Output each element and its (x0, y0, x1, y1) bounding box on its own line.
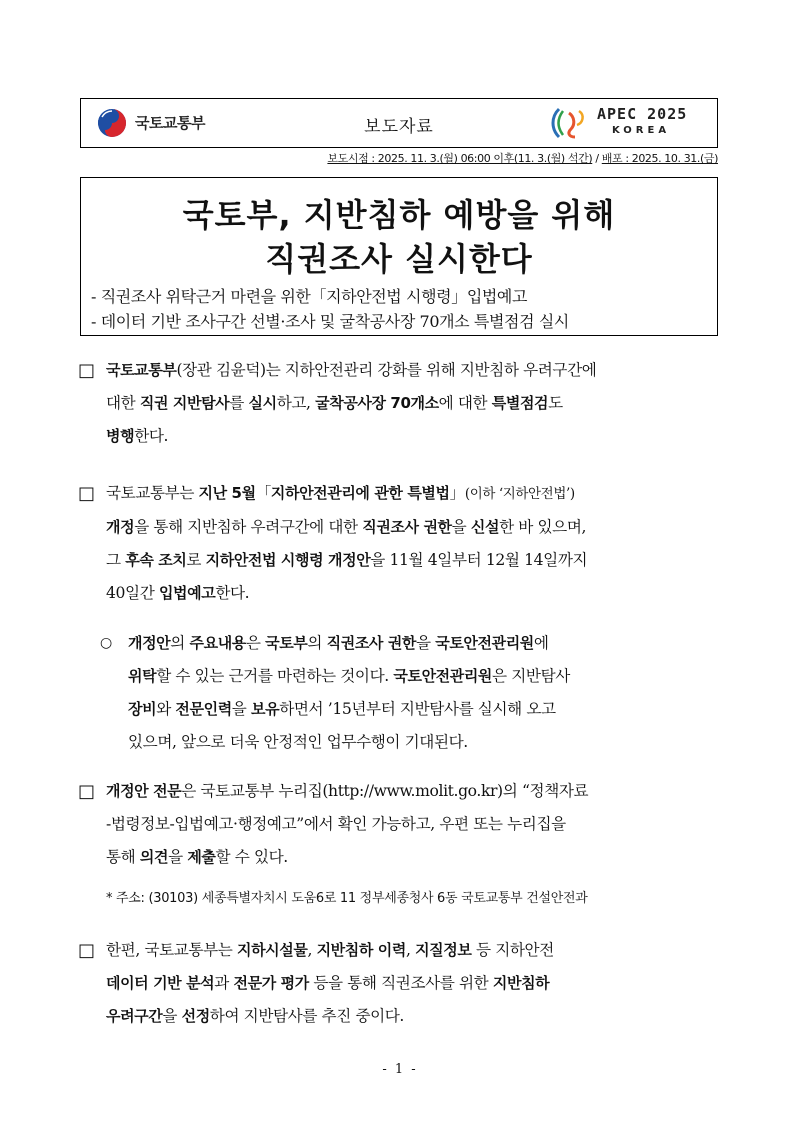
text: 하고, (276, 394, 316, 412)
text-bold: 지반침하 (492, 974, 550, 992)
text: 있으며, 앞으로 더욱 안정적인 업무수행이 기대된다. (128, 733, 468, 751)
text-bold: 개정안 (128, 634, 171, 652)
text: 을 11월 4일부터 12월 14일까지 (370, 551, 588, 569)
apec-country: KOREA (612, 125, 671, 136)
text: 의 (170, 634, 190, 652)
text-bold: 입법예고 (158, 584, 216, 602)
text: 은 (245, 634, 266, 652)
ministry-name: 국토교통부 (135, 114, 205, 132)
address-note: * 주소: (30103) 세종특별자치시 도움6로 11 정부세종청사 6동 국토교통부 건설안전과 (106, 891, 588, 906)
text: 도 (548, 394, 563, 412)
paragraph-1 (78, 354, 728, 453)
text: 한편, 국토교통부는 (106, 941, 237, 959)
text-bold: 후속 조치 (125, 551, 187, 569)
text-bold: 보유 (251, 700, 280, 718)
text-bold: 국토안전관리원 (393, 667, 493, 685)
distribution-date: 배포 : 2025. 10. 31.(금) (601, 152, 718, 165)
text: 대한 (106, 394, 140, 412)
text: 그 (106, 551, 126, 569)
apec-title: APEC 2025 (597, 105, 688, 123)
text-bold: 국토교통부 (106, 361, 177, 379)
text: 한다. (134, 427, 169, 445)
text: , (405, 941, 416, 959)
document-type: 보도자료 (364, 117, 434, 137)
paragraph-4 (78, 775, 728, 874)
text-bold: 지반침하 이력 (316, 941, 406, 959)
text: 국토교통부는 (106, 484, 199, 502)
text-bold: 국토안전관리원 (435, 634, 534, 652)
text-bold: 장비 (128, 700, 157, 718)
text-bold: 실시 (248, 394, 277, 412)
paragraph-5 (78, 934, 728, 1033)
text-bold: 병행 (106, 427, 135, 445)
text: -법령정보-입법예고·행정예고”에서 확인 가능하고, 우편 또는 누리집을 (106, 815, 566, 833)
headline-line-1: 국토부, 지반침하 예방을 위해 (182, 196, 616, 234)
checkbox-bullet: □ (78, 483, 95, 504)
text: (이하 ‘지하안전법’) (464, 486, 575, 502)
text: 할 수 있는 근거를 마련하는 것이다. (156, 667, 394, 685)
text: 할 수 있다. (215, 848, 288, 866)
text: 하면서 ’15년부터 지반탐사를 실시해 오고 (279, 700, 556, 718)
text-bold: 개정안 전문 (106, 782, 182, 800)
text: 를 (229, 394, 249, 412)
text: 을 통해 지반침하 우려구간에 대한 (134, 518, 363, 536)
text: 을 (231, 700, 252, 718)
title-box (80, 177, 718, 336)
text-bold: 지하안전법 시행령 개정안 (205, 551, 371, 569)
text-bold: 주요내용 (189, 634, 246, 652)
text: 은 지반탐사 (492, 667, 570, 685)
paragraph-3 (100, 627, 728, 759)
release-time: 보도시점 : 2025. 11. 3.(월) 06:00 이후(11. 3.(월) 석간) (327, 152, 593, 165)
apec-emblem-icon (549, 103, 589, 143)
text: 을 (416, 634, 436, 652)
headline-line-2: 직권조사 실시한다 (265, 240, 533, 278)
text-bold: 직권조사 권한 (326, 634, 417, 652)
text: 에 대한 (438, 394, 492, 412)
text: 로 (186, 551, 206, 569)
text-bold: 직권조사 권한 (362, 518, 452, 536)
embargo-line (327, 150, 718, 166)
checkbox-bullet: □ (78, 360, 95, 381)
text: 등을 통해 직권조사를 위한 (308, 974, 493, 992)
subtitle-line-2: - 데이터 기반 조사구간 선별·조사 및 굴착공사장 70개소 특별점검 실시 (91, 312, 569, 331)
text: 「 (255, 484, 271, 502)
text-bold: 우려구간 (106, 1007, 163, 1025)
subtitle-line-1: - 직권조사 위탁근거 마련을 위한「지하안전법 시행령」입법예고 (91, 287, 528, 306)
text-bold: 데이터 기반 분석 (106, 974, 215, 992)
text: 와 (156, 700, 176, 718)
text-bold: 전문가 평가 (233, 974, 309, 992)
circle-bullet: ○ (100, 635, 112, 651)
text-bold: 제출 (187, 848, 216, 866)
checkbox-bullet: □ (78, 781, 95, 802)
text-bold: 지하안전관리에 관한 특별법 (270, 484, 450, 502)
text-bold: 선정 (181, 1007, 210, 1025)
text-bold: 직권 지반탐사 (139, 394, 230, 412)
text: 을 (451, 518, 471, 536)
text: 40일간 (106, 584, 159, 602)
text-bold: 지하시설물 (236, 941, 308, 959)
text: 한다. (215, 584, 250, 602)
text: 은 국토교통부 누리집(http://www.molit.go.kr)의 “정책자료 (181, 782, 589, 800)
text: 을 (168, 848, 188, 866)
text-bold: 위탁 (128, 667, 157, 685)
text: 등 지하안전 (471, 941, 554, 959)
text-bold: 지질정보 (415, 941, 472, 959)
text: 통해 (106, 848, 140, 866)
paragraph-2 (78, 477, 728, 610)
text: 에 (533, 634, 549, 652)
text-bold: 굴착공사장 70개소 (315, 394, 439, 412)
text: 과 (214, 974, 234, 992)
checkbox-bullet: □ (78, 940, 95, 961)
text: , (307, 941, 317, 959)
text-bold: 전문인력 (175, 700, 232, 718)
header-box (80, 98, 718, 148)
text: 」 (449, 484, 465, 502)
text: 한 바 있으며, (499, 518, 587, 536)
text-bold: 의견 (139, 848, 169, 866)
text: 하여 지반탐사를 추진 중이다. (209, 1007, 404, 1025)
text: 의 (307, 634, 327, 652)
text-bold: 특별점검 (491, 394, 549, 412)
page-number: - 1 - (382, 1062, 418, 1077)
text-bold: 지난 5월 (198, 484, 256, 502)
text-bold: 개정 (106, 518, 135, 536)
text: 을 (162, 1007, 182, 1025)
embargo-separator: / (592, 152, 602, 165)
text-bold: 국토부 (265, 634, 308, 652)
text: (장관 김윤덕)는 지하안전관리 강화를 위해 지반침하 우려구간에 (176, 361, 597, 379)
text-bold: 신설 (470, 518, 500, 536)
